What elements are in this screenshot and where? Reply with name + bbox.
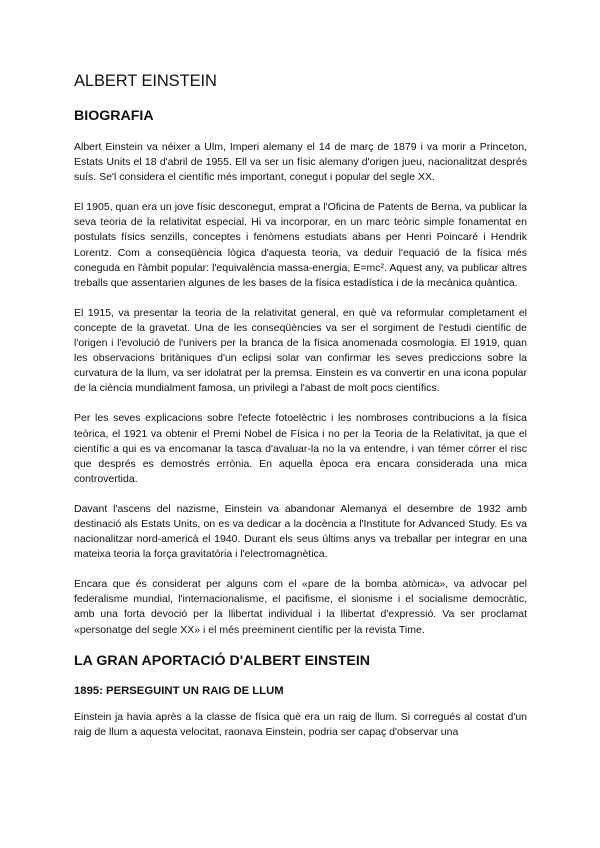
paragraph: El 1905, quan era un jove físic desconegut, emprat a l'Oficina de Patents de Berna, va publicar la seva teoria de la relativitat especial. Hi va incorporar, en un marc teòric simple fonamentat en postulats físics senzills, conceptes i fenòmens estudiats abans per Henri Poincaré i Hendrik Lorentz. Com a conseqüència lògica d'aquesta teoria, va deduir l'equació de la física més coneguda en l'àmbit popular: l'equivalència massa-energia, E=mc². Aquest any, va publicar altres treballs que assentarien algunes de les bases de la física estadística i de la mecànica quàntica. (74, 201, 527, 289)
paragraph: El 1915, va presentar la teoria de la relativitat general, en què va reformular completament el concepte de la gravetat. Una de les conseqüències va ser el sorgiment de l'estudi científic de l'origen i l'evolució de l'univers per la branca de la física anomenada cosmologia. El 1919, quan les observacions britàniques d'un eclipsi solar van confirmar les seves prediccions sobre la curvatura de la llum, va ser idolatrat per la premsa. Einstein es va convertir en una icona popular de la ciència mundialment famosa, un privilegi a l'abast de molt pocs científics. (74, 306, 527, 395)
document-page (74, 72, 527, 755)
paragraph: Einstein ja havia après a la classe de física què era un raig de llum. Si corregués al costat d'un raig de llum a aquesta velocitat, raonava Einstein, podria ser capaç d'observar una (74, 710, 527, 738)
section-heading-aportacio: LA GRAN APORTACIÓ D'ALBERT EINSTEIN (74, 652, 371, 669)
document-title: ALBERT EINSTEIN (74, 72, 217, 90)
subsection-heading: 1895: PERSEGUINT UN RAIG DE LLUM (74, 684, 284, 697)
paragraph: Per les seves explicacions sobre l'efecte fotoelèctric i les nombroses contribucions a la física teòrica, el 1921 va obtenir el Premi Nobel de Física i no per la Teoria de la Relativitat, ja que el científic a qui es va encomanar la tasca d'avaluar-la no la va entendre, i van témer córrer el risc que després es demostrés errònia. En aquella època era encara considerada una mica controvertida. (74, 412, 527, 485)
paragraph: Encara que és considerat per alguns com el «pare de la bomba atòmica», va advocar pel federalisme mundial, l'internacionalisme, el pacifisme, el sionisme i el socialisme democràtic, amb una forta devoció per la llibertat individual i la llibertat d'expressió. Va ser proclamat «personatge del segle XX» i el més preeminent científic per la revista Time. (74, 578, 527, 636)
section-heading-biografia: BIOGRAFIA (74, 108, 154, 124)
paragraph: Davant l'ascens del nazisme, Einstein va abandonar Alemanya el desembre de 1932 amb destinació als Estats Units, on es va dedicar a la docència a l'Institute for Advanced Study. Es va nacionalitzar nord-americà el 1940. Durant els seus últims anys va treballar per integrar en una mateixa teoria la força gravitatòria i l'electromagnètica. (74, 502, 527, 561)
paragraph: Albert Einstein va néixer a Ulm, Imperi alemany el 14 de març de 1879 i va morir a Princeton, Estats Units el 18 d'abril de 1955. Ell va ser un físic alemany d'origen jueu, nacionalitzat després suís. Se'l considera el científic més important, conegut i popular del segle XX. (74, 141, 527, 184)
